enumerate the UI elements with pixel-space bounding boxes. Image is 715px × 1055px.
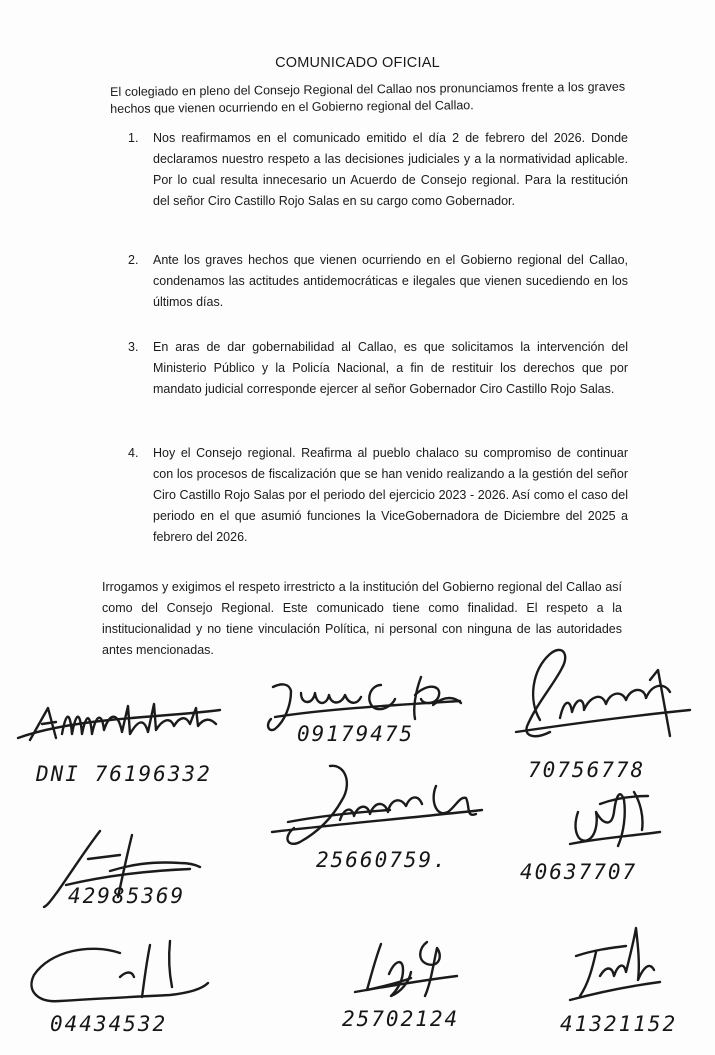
dni-number: 41321152 (560, 1012, 678, 1036)
handwritten-signature (20, 935, 220, 1015)
item-text: Ante los graves hechos que vienen ocurriendo en el Gobierno regional del Callao, condenamos las actitudes antidemocráticas e ilegales que vienen sucediendo en los últimos días. (153, 253, 628, 309)
dni-number: DNI 76196332 (36, 762, 212, 786)
handwritten-signature (260, 760, 490, 850)
numbered-item (128, 443, 628, 548)
dni-number: 09179475 (297, 722, 415, 746)
numbered-item (128, 337, 628, 400)
closing-paragraph: Irrogamos y exigimos el respeto irrestricto a la institución del Gobierno regional del Callao así como del Consejo Regional. Este comunicado tiene como finalidad. El respeto a la institucionalidad y no tiene vinculación Política, ni personal con ninguna de las autoridades antes mencionadas. (102, 580, 622, 657)
handwritten-signature (10, 690, 225, 760)
item-number: 1. (128, 131, 139, 145)
numbered-item (128, 250, 628, 313)
dni-number: 70756778 (528, 758, 646, 782)
dni-number: 04434532 (50, 1012, 168, 1036)
item-text: Nos reafirmamos en el comunicado emitido el día 2 de febrero del 2026. Donde declaramos nuestro respeto a las decisiones judiciales y a la normatividad aplicable. Por lo cual resulta innecesario un Acuerdo de Consejo regional. Para la restitución del señor Ciro Castillo Rojo Salas en su cargo como Gobernador. (153, 131, 628, 208)
dni-number: 25702124 (342, 1007, 460, 1031)
dni-number: 25660759. (316, 848, 448, 872)
handwritten-signature (345, 930, 465, 1010)
item-number: 3. (128, 340, 139, 354)
handwritten-signature (510, 640, 695, 750)
item-number: 2. (128, 253, 139, 267)
dni-number: 40637707 (520, 860, 638, 884)
item-text: Hoy el Consejo regional. Reafirma al pueblo chalaco su compromiso de continuar con los procesos de fiscalización que se han venido realizando a la gestión del señor Ciro Castillo Rojo Salas por el periodo del ejercicio 2023 - 2026. Así como el caso del periodo en el que asumió funciones la ViceGobernadora de Diciembre del 2025 a febrero del 2026. (153, 446, 628, 544)
numbered-item (128, 128, 628, 212)
handwritten-signature (560, 782, 670, 857)
dni-number: 42985369 (68, 884, 186, 908)
item-number: 4. (128, 446, 139, 460)
item-text: En aras de dar gobernabilidad al Callao, es que solicitamos la intervención del Ministerio Público y la Policía Nacional, a fin de restituir los derechos que por mandato judicial corresponde ejercer al señor Gobernador Ciro Castillo Rojo Salas. (153, 340, 628, 396)
intro-paragraph: El colegiado en pleno del Consejo Regional del Callao nos pronunciamos frente a los graves hechos que vienen ocurriendo en el Gobierno regional del Callao. (110, 79, 626, 116)
document-title: COMUNICADO OFICIAL (275, 55, 440, 71)
handwritten-signature (560, 920, 670, 1015)
